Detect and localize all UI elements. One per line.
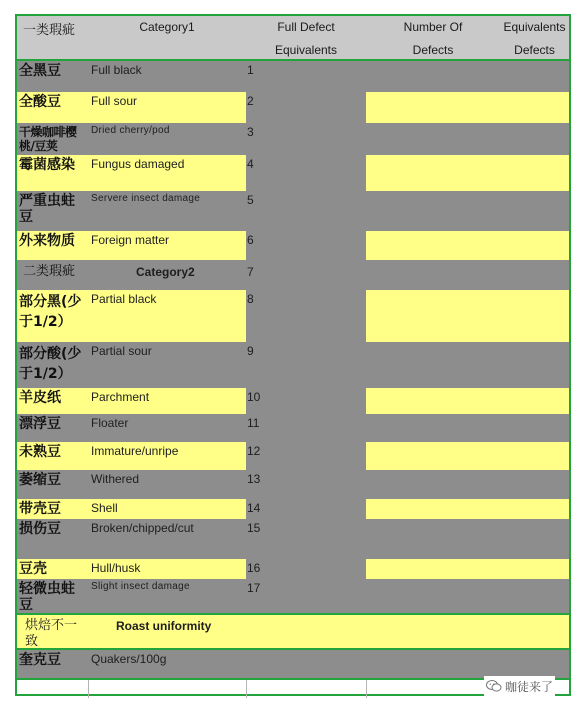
defect-number: 5	[246, 191, 366, 231]
defect-en-label: Quakers/100g	[88, 650, 246, 678]
defect-cn-label: 损伤豆	[17, 519, 88, 559]
header-defects-2: Defects	[514, 43, 555, 57]
table-row	[17, 559, 569, 579]
roast-cn-label: 烘焙不一致	[25, 618, 78, 648]
header-equivalents: Equivalents	[274, 43, 338, 57]
empty-row-divider	[246, 680, 247, 698]
defect-number: 13	[246, 470, 366, 499]
defect-value-cell	[366, 260, 569, 290]
defect-number	[246, 650, 366, 678]
defect-en-label: Parchment	[88, 388, 246, 414]
defect-cn-label: 外来物质	[17, 231, 88, 260]
defect-number: 15	[246, 519, 366, 559]
defect-number: 16	[246, 559, 366, 579]
defect-number: 11	[246, 414, 366, 442]
header-category-cn: 一类瑕疵	[23, 23, 76, 38]
defect-en-label: Slight insect damage	[88, 579, 246, 613]
table-row	[17, 231, 569, 260]
roast-uniformity-label: Roast uniformity	[116, 619, 212, 633]
defect-en-label: Servere insect damage	[88, 191, 246, 231]
defect-value-cell	[366, 559, 569, 579]
empty-row-divider	[366, 680, 367, 698]
defect-value-cell	[366, 650, 569, 678]
defect-cn-label: 全黑豆	[17, 61, 88, 92]
defect-value-cell	[366, 342, 569, 388]
category2-row	[17, 260, 569, 290]
defect-number: 10	[246, 388, 366, 414]
roast-uniformity-row	[17, 615, 569, 648]
wechat-icon	[486, 679, 502, 693]
defect-number: 3	[246, 123, 366, 155]
defect-value-cell	[366, 155, 569, 191]
table-row	[17, 191, 569, 231]
defect-en-label: Partial black	[88, 290, 246, 342]
category2-label: Category2	[88, 260, 246, 290]
defect-en-label: Hull/husk	[88, 559, 246, 579]
defect-value-cell	[366, 231, 569, 260]
defect-number: 7	[246, 260, 366, 290]
defect-en-label: Floater	[88, 414, 246, 442]
defect-value-cell	[366, 191, 569, 231]
defect-value-cell	[366, 499, 569, 519]
table-row	[17, 123, 569, 155]
defect-cn-label: 干燥咖啡樱桃/豆荚	[17, 123, 88, 155]
table-row	[17, 414, 569, 442]
defect-number: 1	[246, 61, 366, 92]
table-row	[17, 92, 569, 123]
defect-cn-label: 霉菌感染	[17, 155, 88, 191]
defect-en-label: Foreign matter	[88, 231, 246, 260]
defect-en-label: Withered	[88, 470, 246, 499]
header-equivalents-2: Equivalents	[503, 20, 566, 34]
defect-number: 14	[246, 499, 366, 519]
table-row	[17, 61, 569, 92]
defect-value-cell	[366, 123, 569, 155]
defect-en-label: Immature/unripe	[88, 442, 246, 470]
defect-cn-label: 未熟豆	[17, 442, 88, 470]
defect-cn-label: 奎克豆	[17, 650, 88, 678]
table-row	[17, 442, 569, 470]
defect-en-label: Full black	[88, 61, 246, 92]
defect-number: 8	[246, 290, 366, 342]
category2-cn-label: 二类瑕疵	[17, 260, 88, 290]
defect-number: 9	[246, 342, 366, 388]
table-row	[17, 579, 569, 613]
defect-cn-label: 全酸豆	[17, 92, 88, 123]
table-row	[17, 470, 569, 499]
watermark-text: 咖徒来了	[505, 679, 554, 694]
defect-cn-label: 豆壳	[17, 559, 88, 579]
watermark	[484, 676, 555, 696]
defect-value-cell	[366, 290, 569, 342]
defect-cn-label: 漂浮豆	[17, 414, 88, 442]
table-header	[17, 16, 569, 59]
table-row	[17, 155, 569, 191]
defect-number: 17	[246, 579, 366, 613]
header-number-of: Number Of	[403, 20, 463, 34]
defect-en-label: Broken/chipped/cut	[88, 519, 246, 559]
defect-cn-label: 萎缩豆	[17, 470, 88, 499]
header-full-defect: Full Defect	[277, 20, 335, 34]
defect-value-cell	[366, 92, 569, 123]
defect-number: 4	[246, 155, 366, 191]
table-row	[17, 290, 569, 342]
quakers-row	[17, 650, 569, 678]
defect-en-label: Fungus damaged	[88, 155, 246, 191]
header-number-of-defects	[366, 16, 500, 59]
defect-cn-label: 带壳豆	[17, 499, 88, 519]
table-row	[17, 388, 569, 414]
defect-value-cell	[366, 579, 569, 613]
defect-cn-label: 部分酸(少于1/2）	[17, 342, 88, 388]
defect-cn-label: 轻微虫蛀豆	[17, 579, 88, 613]
defect-cn-label: 部分黑(少于1/2）	[17, 290, 88, 342]
header-defects: Defects	[412, 43, 454, 57]
defect-value-cell	[366, 519, 569, 559]
table-row	[17, 519, 569, 559]
defect-en-label: Shell	[88, 499, 246, 519]
defect-value-cell	[366, 470, 569, 499]
defect-number: 2	[246, 92, 366, 123]
defect-value-cell	[366, 388, 569, 414]
defect-value-cell	[366, 414, 569, 442]
defect-value-cell	[366, 442, 569, 470]
defect-en-label: Full sour	[88, 92, 246, 123]
defect-number: 12	[246, 442, 366, 470]
defect-en-label: Dried cherry/pod	[88, 123, 246, 155]
header-full-defect-equivalents	[246, 16, 366, 59]
defect-en-label: Partial sour	[88, 342, 246, 388]
defect-value-cell	[366, 61, 569, 92]
defect-cn-label: 严重虫蛀豆	[17, 191, 88, 231]
defect-cn-label: 羊皮纸	[17, 388, 88, 414]
table-row	[17, 342, 569, 388]
defect-number: 6	[246, 231, 366, 260]
table-row	[17, 499, 569, 519]
header-category1: Category1	[139, 20, 195, 34]
defect-table	[15, 14, 571, 696]
header-equivalents-defects	[500, 16, 569, 59]
empty-row-divider	[88, 680, 89, 698]
